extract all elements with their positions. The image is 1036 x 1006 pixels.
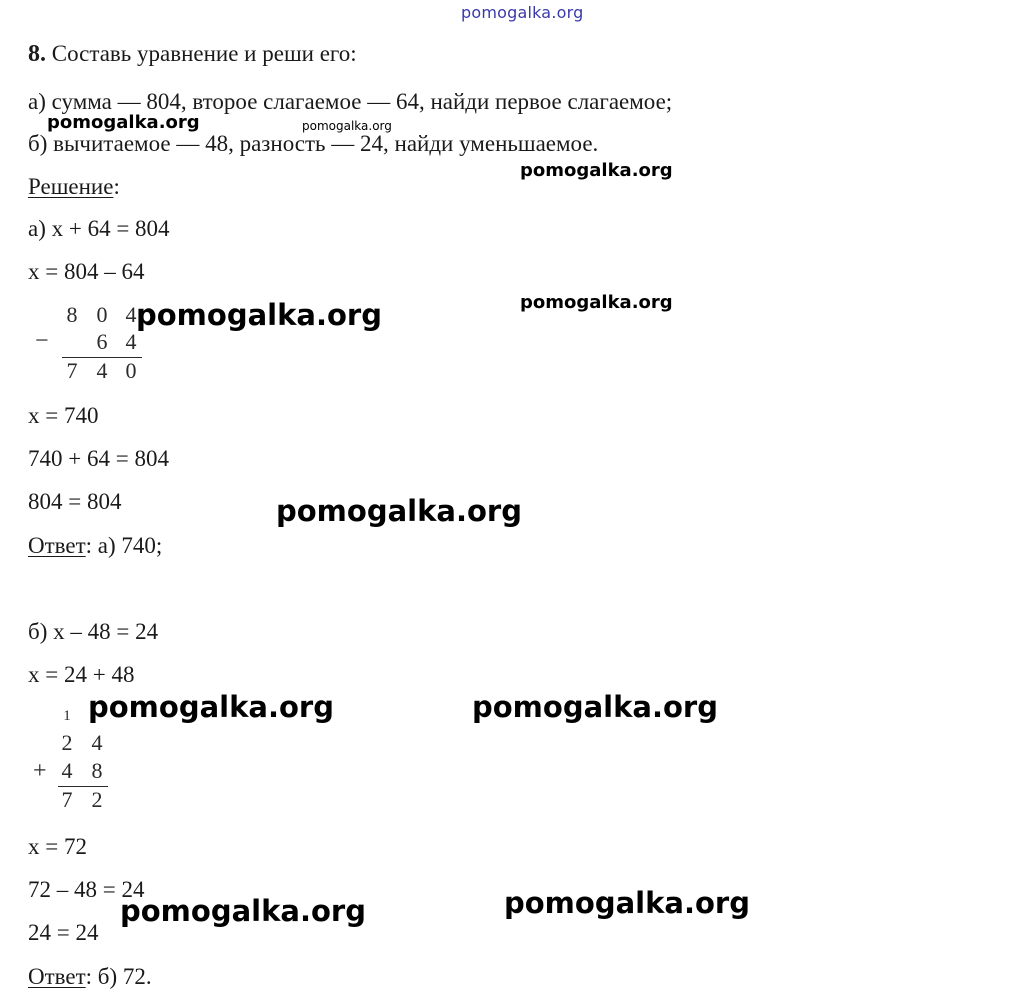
watermark: pomogalka.org: [88, 690, 334, 724]
minuend-digit: 4: [125, 302, 137, 327]
solution-heading-colon: :: [113, 174, 120, 199]
watermark: pomogalka.org: [276, 494, 522, 528]
result-b: x = 72: [28, 834, 87, 859]
carry-digit: 1: [63, 708, 71, 724]
task-part-a: а) сумма — 804, второе слагаемое — 64, найди первое слагаемое;: [28, 89, 673, 114]
task-heading: [28, 41, 357, 67]
addend-digit: 4: [91, 730, 103, 755]
watermark: pomogalka.org: [120, 894, 366, 928]
answer-b: [28, 964, 152, 990]
watermark: pomogalka.org: [520, 292, 673, 313]
addend-digit: 8: [91, 758, 103, 783]
equation-b: б) x – 48 = 24: [28, 619, 159, 644]
solution-heading: [28, 174, 120, 200]
difference-digit: 7: [66, 358, 78, 383]
column-subtraction: [32, 303, 152, 387]
answer-text: : а) 740;: [85, 533, 163, 558]
subtrahend-digit: 4: [125, 329, 137, 354]
watermark: pomogalka.org: [504, 886, 750, 920]
equation-a: а) x + 64 = 804: [28, 216, 170, 241]
solution-heading-label: Решение: [28, 174, 114, 199]
minuend-digit: 8: [66, 302, 78, 327]
step-a: x = 804 – 64: [28, 259, 145, 284]
sum-digit: 2: [91, 787, 103, 812]
task-statement: Составь уравнение и реши его:: [51, 41, 357, 66]
subtrahend-digit: 6: [96, 329, 108, 354]
answer-a: [28, 533, 162, 559]
addend-digit: 2: [61, 730, 73, 755]
watermark: pomogalka.org: [136, 298, 382, 332]
answer-label: Ответ: [28, 964, 86, 989]
watermark: pomogalka.org: [472, 690, 718, 724]
result-a: x = 740: [28, 403, 99, 428]
watermark: pomogalka.org: [302, 119, 392, 133]
addend-digit: 4: [61, 758, 73, 783]
minus-sign: −: [35, 328, 49, 354]
check-result-b: 24 = 24: [28, 920, 99, 945]
difference-digit: 0: [125, 358, 137, 383]
answer-text: : б) 72.: [85, 964, 152, 989]
top-watermark: pomogalka.org: [461, 3, 584, 22]
task-part-b: б) вычитаемое — 48, разность — 24, найди уменьшаемое.: [28, 131, 599, 156]
watermark: pomogalka.org: [47, 112, 200, 133]
check-result-a: 804 = 804: [28, 489, 122, 514]
check-a: 740 + 64 = 804: [28, 446, 169, 471]
check-b: 72 – 48 = 24: [28, 877, 145, 902]
watermark: pomogalka.org: [520, 160, 673, 181]
sum-digit: 7: [61, 787, 73, 812]
minuend-digit: 0: [96, 302, 108, 327]
task-number: 8.: [28, 41, 46, 67]
step-b: x = 24 + 48: [28, 662, 135, 687]
difference-digit: 4: [96, 358, 108, 383]
answer-label: Ответ: [28, 533, 86, 558]
plus-sign: +: [33, 758, 47, 784]
